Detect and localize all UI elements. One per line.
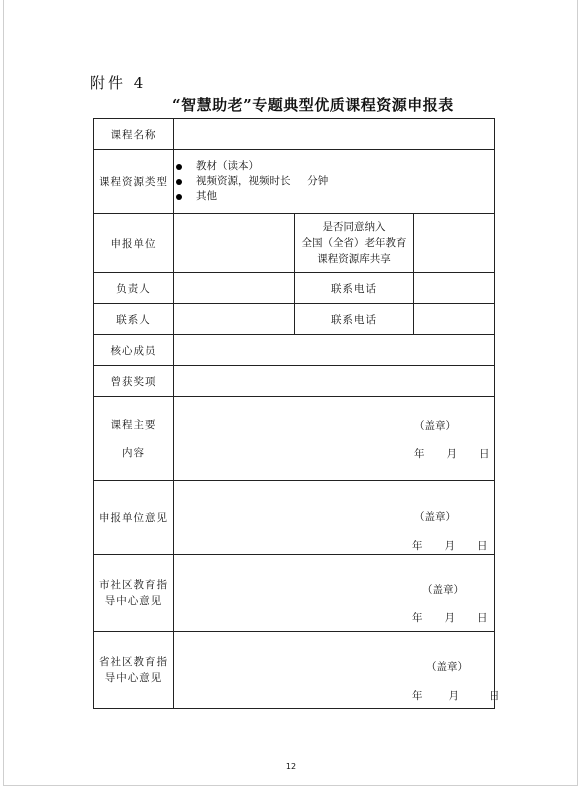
share-question-line: 是否同意纳入 xyxy=(322,221,386,233)
form-title: “智慧助老”专题典型优质课程资源申报表 xyxy=(172,96,454,114)
year-label: 年 xyxy=(414,448,425,460)
main-content-label xyxy=(94,397,174,481)
day-label: 日 xyxy=(477,612,488,624)
city-opinion-field[interactable] xyxy=(174,555,495,632)
province-opinion-field[interactable] xyxy=(174,632,500,709)
date-line xyxy=(412,688,500,703)
row-city-opinion xyxy=(94,555,495,632)
main-content-field[interactable] xyxy=(174,397,495,481)
contact-person-field[interactable] xyxy=(174,304,295,335)
day-label: 日 xyxy=(479,448,490,460)
seal-label: （盖章） xyxy=(414,511,456,523)
row-unit-opinion xyxy=(94,481,495,555)
person-in-charge-field[interactable] xyxy=(174,273,295,304)
option-video[interactable] xyxy=(176,174,494,189)
option-label: 教材（读本） xyxy=(196,160,259,172)
course-name-label: 课程名称 xyxy=(94,119,174,150)
main-content-label-line: 内容 xyxy=(122,446,145,459)
application-form-table xyxy=(93,118,500,709)
contact-phone-field[interactable] xyxy=(414,304,495,335)
province-opinion-label-line: 导中心意见 xyxy=(104,672,163,684)
year-label: 年 xyxy=(412,612,423,624)
month-label: 月 xyxy=(444,612,455,624)
row-main-content xyxy=(94,397,495,481)
seal-label: （盖章） xyxy=(422,584,464,596)
option-other[interactable] xyxy=(176,189,494,204)
day-label: 日 xyxy=(489,690,500,702)
person-in-charge-label: 负责人 xyxy=(94,273,174,304)
unit-opinion-label: 申报单位意见 xyxy=(94,481,174,555)
seal-label: （盖章） xyxy=(426,661,468,673)
date-line xyxy=(412,610,488,625)
month-label: 月 xyxy=(446,448,457,460)
applicant-unit-field[interactable] xyxy=(174,214,295,273)
row-course-name xyxy=(94,119,495,150)
city-opinion-label-line: 市社区教育指 xyxy=(99,579,168,591)
month-label: 月 xyxy=(444,540,455,552)
contact-phone-field[interactable] xyxy=(414,273,495,304)
row-core-members xyxy=(94,335,495,366)
option-label: 其他 xyxy=(196,190,217,202)
core-members-field[interactable] xyxy=(174,335,495,366)
date-line xyxy=(412,538,488,553)
bullet-icon xyxy=(176,194,182,200)
awards-label: 曾获奖项 xyxy=(94,366,174,397)
share-answer-field[interactable] xyxy=(414,214,495,273)
row-contact-person xyxy=(94,304,495,335)
applicant-unit-label: 申报单位 xyxy=(94,214,174,273)
option-label: 视频资源，视频时长 分钟 xyxy=(196,175,329,187)
year-label: 年 xyxy=(412,690,423,702)
province-opinion-label xyxy=(94,632,174,709)
row-province-opinion xyxy=(94,632,495,709)
contact-phone-label: 联系电话 xyxy=(295,273,414,304)
resource-type-label: 课程资源类型 xyxy=(94,150,174,214)
day-label: 日 xyxy=(477,540,488,552)
option-textbook[interactable] xyxy=(176,159,494,174)
contact-phone-label: 联系电话 xyxy=(295,304,414,335)
year-label: 年 xyxy=(412,540,423,552)
row-resource-type xyxy=(94,150,495,214)
course-name-field[interactable] xyxy=(174,119,495,150)
awards-field[interactable] xyxy=(174,366,495,397)
attachment-label: 附件 4 xyxy=(90,74,147,92)
bullet-icon xyxy=(176,164,182,170)
share-question xyxy=(295,214,414,273)
share-question-line: 课程资源库共享 xyxy=(317,253,391,265)
month-label: 月 xyxy=(448,690,459,702)
row-applicant-unit xyxy=(94,214,495,273)
province-opinion-label-line: 省社区教育指 xyxy=(99,656,168,668)
bullet-icon xyxy=(176,179,182,185)
core-members-label: 核心成员 xyxy=(94,335,174,366)
resource-type-options xyxy=(174,150,495,214)
unit-opinion-field[interactable] xyxy=(174,481,495,555)
contact-person-label: 联系人 xyxy=(94,304,174,335)
city-opinion-label-line: 导中心意见 xyxy=(104,595,163,607)
page-number: 12 xyxy=(285,762,297,771)
city-opinion-label xyxy=(94,555,174,632)
main-content-label-line: 课程主要 xyxy=(110,418,157,431)
row-awards xyxy=(94,366,495,397)
seal-label: （盖章） xyxy=(414,420,456,432)
share-question-line: 全国（全省）老年教育 xyxy=(301,237,407,249)
date-line xyxy=(414,446,490,461)
row-person-in-charge xyxy=(94,273,495,304)
